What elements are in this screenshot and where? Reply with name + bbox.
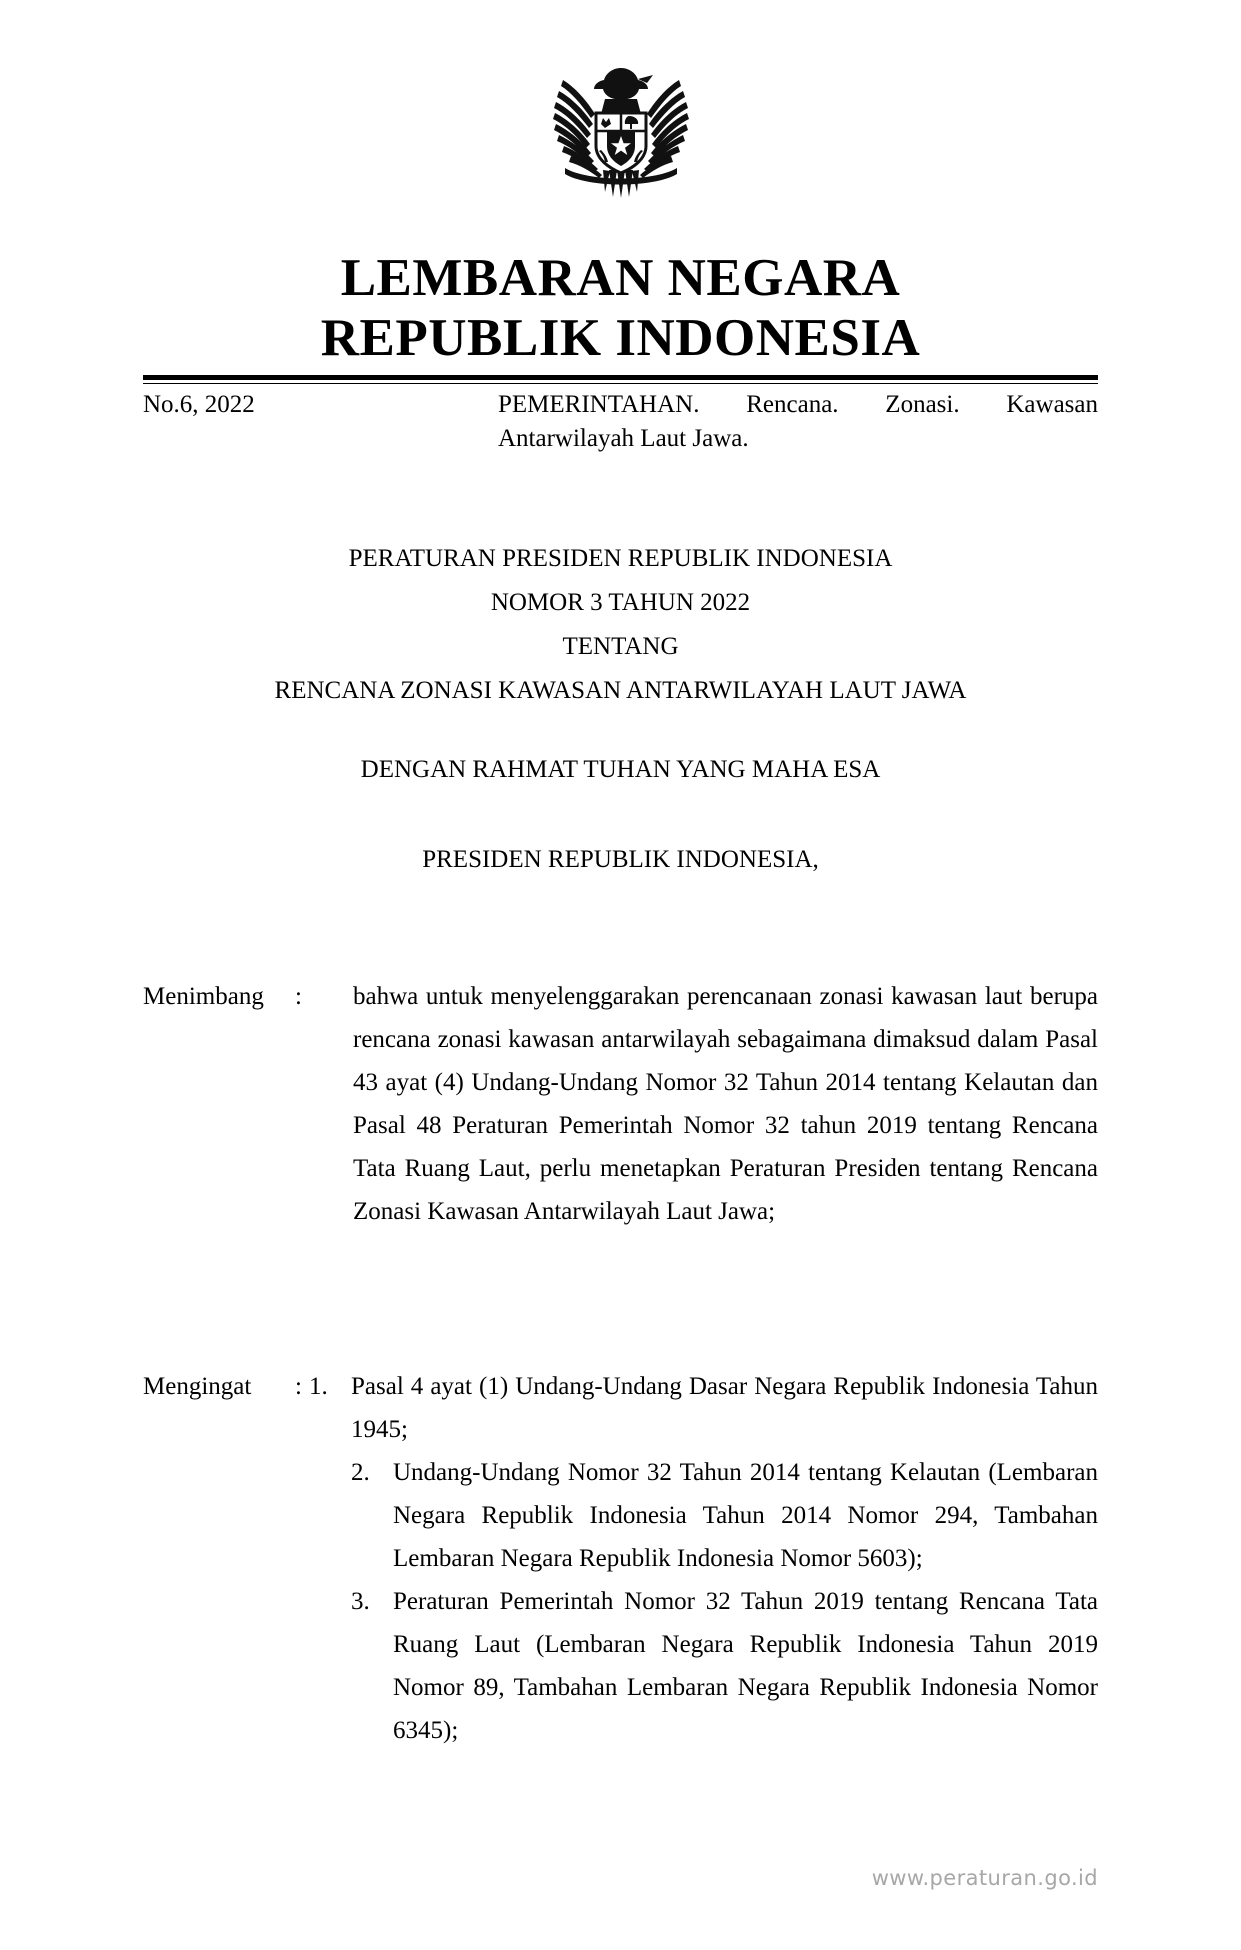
clause-menimbang-body: bahwa untuk menyelenggarakan perencanaan zonasi kawasan laut berupa rencana zonasi kawasan antarwilayah sebagaimana dimaksud dalam Pasal 43 ayat (4) Undang-Undang Nomor 32 Tahun 2014 tentang Kelautan dan Pasal 48 Peraturan Pemerintah Nomor 32 tahun 2019 tentang Rencana Tata Ruang Laut, perlu menetapkan Peraturan Presiden tentang Rencana Zonasi Kawasan Antarwilayah Laut Jawa; [353,983,1098,1225]
list-item [309,1580,1098,1752]
list-item-marker: 1. [309,1373,328,1400]
clause-mengingat [143,1365,1098,1752]
list-item-marker: 2. [351,1459,370,1486]
regulation-subject-line: RENCANA ZONASI KAWASAN ANTARWILAYAH LAUT JAWA [274,677,967,704]
regulation-title-block [0,537,1241,713]
list-item-text: Pasal 4 ayat (1) Undang-Undang Dasar Negara Republik Indonesia Tahun 1945; [351,1373,1098,1443]
issue-header-row [143,388,1098,456]
emblem-container [0,58,1241,198]
clause-mengingat-list [309,1365,1098,1752]
list-item-text: Undang-Undang Nomor 32 Tahun 2014 tentang Kelautan (Lembaran Negara Republik Indonesia Tahun 2014 Nomor 294, Tambahan Lembaran Negara Republik Indonesia Nomor 5603); [393,1459,1098,1572]
clause-menimbang-label: Menimbang [143,983,264,1010]
issue-number: No.6, 2022 [143,391,255,418]
clause-menimbang [143,975,1098,1233]
footer-watermark: www.peraturan.go.id [871,1866,1098,1890]
masthead-line-2: REPUBLIK INDONESIA [320,309,921,367]
masthead-line-1: LEMBARAN NEGARA [340,249,901,307]
garuda-pancasila-icon [543,58,699,198]
regulation-tentang-line: TENTANG [562,633,679,660]
regulation-number-line: NOMOR 3 TAHUN 2022 [490,589,751,616]
president-line: PRESIDEN REPUBLIK INDONESIA, [422,846,819,873]
clause-mengingat-colon: : [295,1373,302,1400]
masthead [0,248,1241,368]
clause-menimbang-colon: : [295,983,302,1010]
clause-mengingat-label: Mengingat [143,1373,252,1400]
issue-subject-keywords: PEMERINTAHAN. Rencana. Zonasi. Kawasan Antarwilayah Laut Jawa. [498,391,1098,452]
list-item [309,1365,1098,1451]
regulation-title-line-1: PERATURAN PRESIDEN REPUBLIK INDONESIA [348,545,893,572]
masthead-divider [143,375,1098,384]
list-item-marker: 3. [351,1588,370,1615]
blessing-line: DENGAN RAHMAT TUHAN YANG MAHA ESA [360,756,881,783]
list-item-text: Peraturan Pemerintah Nomor 32 Tahun 2019 tentang Rencana Tata Ruang Laut (Lembaran Negara Republik Indonesia Tahun 2019 Nomor 89, Tambahan Lembaran Negara Republik Indonesia Nomor 6345); [393,1588,1098,1744]
list-item [309,1451,1098,1580]
